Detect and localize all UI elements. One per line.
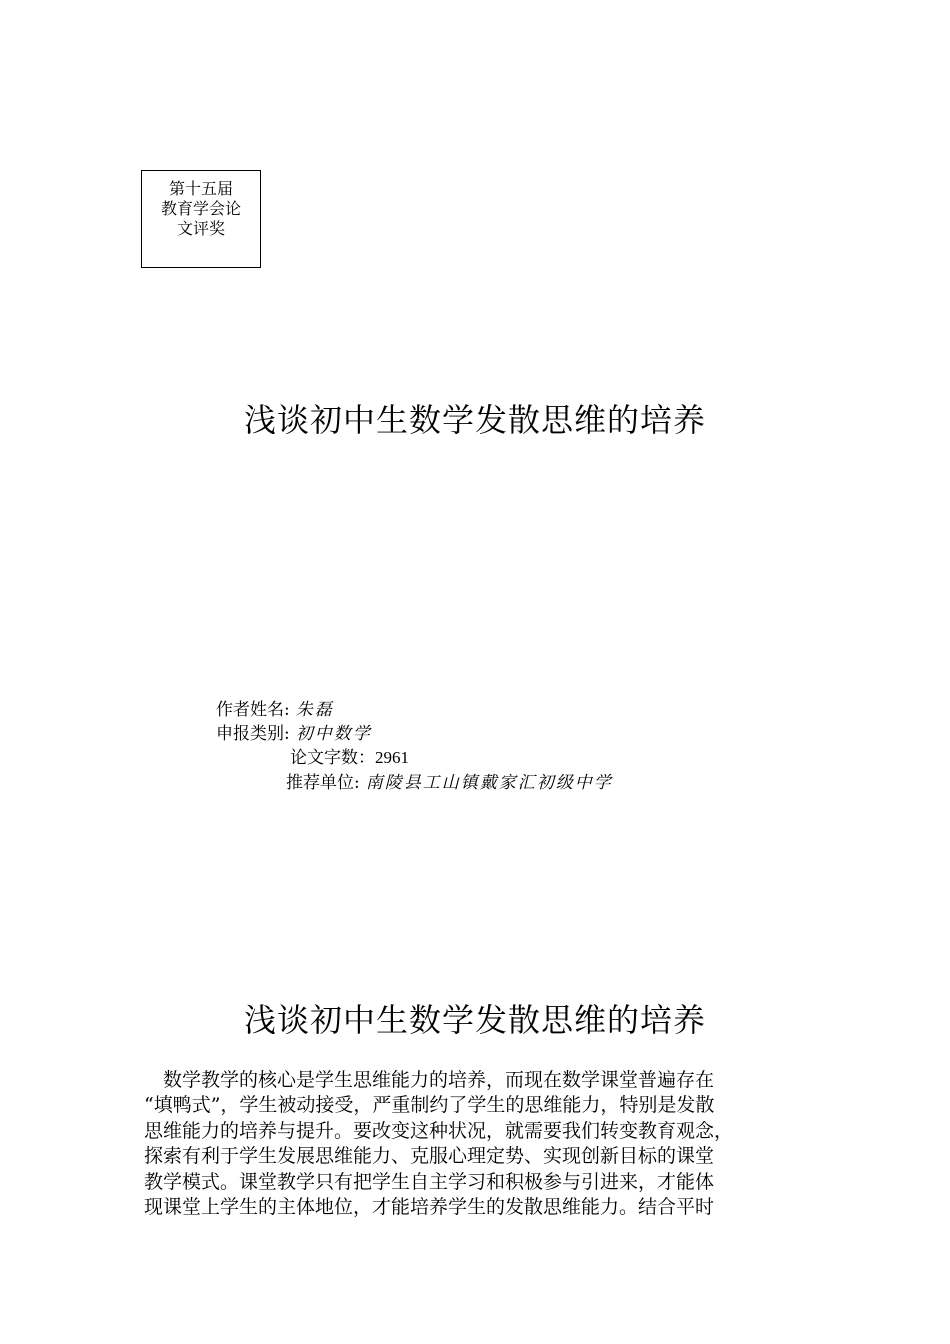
- recommending-unit-row: [286, 771, 613, 795]
- award-stamp-box: [141, 170, 261, 268]
- word-count-row: [290, 746, 409, 770]
- article-title: 浅谈初中生数学发散思维的培养: [243, 1001, 706, 1039]
- cover-title: 浅谈初中生数学发散思维的培养: [243, 401, 706, 439]
- paragraph-line: 探索有利于学生发展思维能力、克服心理定势、实现创新目标的课堂: [144, 1145, 715, 1168]
- paragraph-line: 现课堂上学生的主体地位，才能培养学生的发散思维能力。结合平时: [144, 1196, 715, 1219]
- category-label: 申报类别:: [216, 724, 290, 744]
- award-line-1: 第十五届: [168, 179, 233, 198]
- article-paragraph: [144, 1068, 824, 1220]
- paragraph-line: 思维能力的培养与提升。要改变这种状况，就需要我们转变教育观念，: [144, 1119, 734, 1142]
- category-row: [216, 722, 372, 746]
- paragraph-line: 教学模式。课堂教学只有把学生自主学习和积极参与引进来，才能体: [144, 1170, 715, 1193]
- unit-label: 推荐单位:: [286, 773, 360, 793]
- author-row: [216, 698, 334, 722]
- award-line-3: 文评奖: [176, 219, 225, 238]
- paragraph-line: “填鸭式”，学生被动接受，严重制约了学生的思维能力，特别是发散: [144, 1094, 715, 1117]
- word-count-label: 论文字数：: [290, 748, 375, 768]
- author-label: 作者姓名:: [216, 700, 290, 720]
- author-value: 朱磊: [295, 700, 334, 720]
- unit-value: 南陵县工山镇戴家汇初级中学: [365, 773, 613, 793]
- paragraph-line: 数学教学的核心是学生思维能力的培养，而现在数学课堂普遍存在: [144, 1069, 715, 1091]
- word-count-value: 2961: [375, 748, 409, 767]
- category-value: 初中数学: [295, 724, 372, 744]
- award-line-2: 教育学会论: [160, 199, 241, 218]
